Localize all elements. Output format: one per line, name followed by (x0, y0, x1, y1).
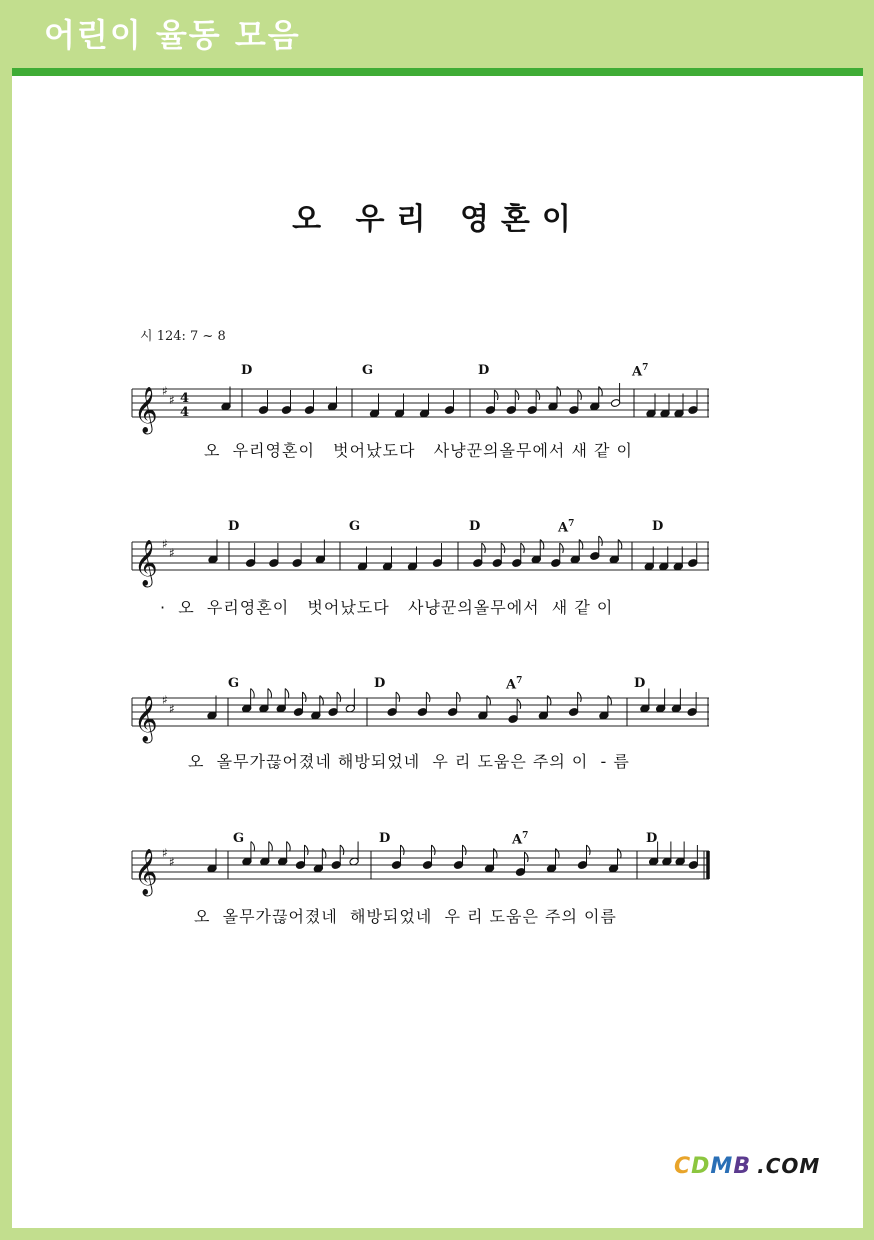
note-flag (525, 852, 529, 862)
note-flag (457, 692, 461, 702)
note-flag (557, 387, 561, 397)
chord-symbol: G (362, 363, 374, 378)
chord-symbol: D (646, 831, 658, 846)
sharp-icon: ♯ (169, 855, 175, 869)
treble-clef-icon: 𝄞 (134, 849, 158, 895)
chord-symbol: D (379, 831, 391, 846)
sharp-icon: ♯ (162, 693, 168, 707)
sharp-icon: ♯ (169, 546, 175, 560)
sharp-icon: ♯ (169, 393, 175, 407)
note-flag (482, 543, 486, 553)
note-flag (285, 689, 289, 699)
cdmb-logo: CDMB .COM (674, 1154, 821, 1179)
note-flag (501, 543, 505, 553)
time-signature-top: 4 (180, 391, 190, 406)
sharp-icon: ♯ (162, 846, 168, 860)
note-flag (578, 692, 582, 702)
chord-symbol: $A^7$ (512, 831, 529, 848)
note-flag (269, 842, 273, 852)
note-flag (494, 849, 498, 859)
note-flag (303, 692, 307, 702)
sheet-music-page (12, 76, 863, 1228)
chord-symbol: $A^7$ (506, 676, 523, 693)
note-flag (322, 849, 326, 859)
note-flag (426, 692, 430, 702)
chord-symbol: $A^7$ (558, 519, 575, 536)
chord-symbol: G (233, 831, 245, 846)
song-title: 오 우리 영혼이 (292, 202, 583, 237)
chord-symbol: D (652, 519, 664, 534)
note-flag (463, 845, 467, 855)
note-flag (578, 390, 582, 400)
scripture-reference: 시 124: 7 ~ 8 (140, 329, 226, 344)
chord-symbol: D (374, 676, 386, 691)
sharp-icon: ♯ (162, 537, 168, 551)
music-score (12, 76, 863, 1228)
note-flag (487, 696, 491, 706)
time-signature-bottom: 4 (180, 405, 190, 420)
note-flag (599, 387, 603, 397)
chord-symbol: D (478, 363, 490, 378)
treble-clef-icon: 𝄞 (134, 696, 158, 742)
chord-symbol: G (349, 519, 361, 534)
note-flag (536, 390, 540, 400)
note-flag (618, 540, 622, 550)
chord-symbol: D (241, 363, 253, 378)
note-flag (521, 543, 525, 553)
note-flag (517, 699, 521, 709)
sharp-icon: ♯ (169, 702, 175, 716)
chord-symbol: D (634, 676, 646, 691)
note-flag (556, 849, 560, 859)
note-flag (251, 689, 255, 699)
treble-clef-icon: 𝄞 (134, 540, 158, 586)
note-flag (587, 845, 591, 855)
lyric-line: · 오 우리영혼이 벗어났도다 사냥꾼의올무에서 새 같 이 (160, 598, 614, 617)
note-flag (396, 692, 400, 702)
note-flag (579, 540, 583, 550)
note-flag (494, 390, 498, 400)
note-flag (547, 696, 551, 706)
note-flag (432, 845, 436, 855)
note-flag (287, 842, 291, 852)
lyric-line: 오 우리영혼이 벗어났도다 사냥꾼의올무에서 새 같 이 (204, 441, 633, 460)
note-flag (608, 696, 612, 706)
note-flag (618, 849, 622, 859)
note-flag (560, 543, 564, 553)
note-flag (515, 390, 519, 400)
chord-symbol: D (469, 519, 481, 534)
chord-symbol: $A^7$ (632, 363, 649, 380)
chord-symbol: G (228, 676, 240, 691)
header-divider (12, 68, 863, 76)
note-flag (320, 696, 324, 706)
note-flag (599, 536, 603, 546)
note-flag (305, 845, 309, 855)
note-flag (251, 842, 255, 852)
sharp-icon: ♯ (162, 384, 168, 398)
note-flag (540, 540, 544, 550)
lyric-line: 오 올무가끊어졌네 해방되었네 우 리 도움은 주의 이름 (194, 907, 617, 926)
treble-clef-icon: 𝄞 (134, 387, 158, 433)
lyric-line: 오 올무가끊어졌네 해방되었네 우 리 도움은 주의 이 - 름 (188, 752, 630, 771)
note-flag (337, 692, 341, 702)
chord-symbol: D (228, 519, 240, 534)
note-flag (268, 689, 272, 699)
note-flag (340, 845, 344, 855)
note-flag (401, 845, 405, 855)
page-header-title: 어린이 율동 모음 (44, 16, 301, 54)
